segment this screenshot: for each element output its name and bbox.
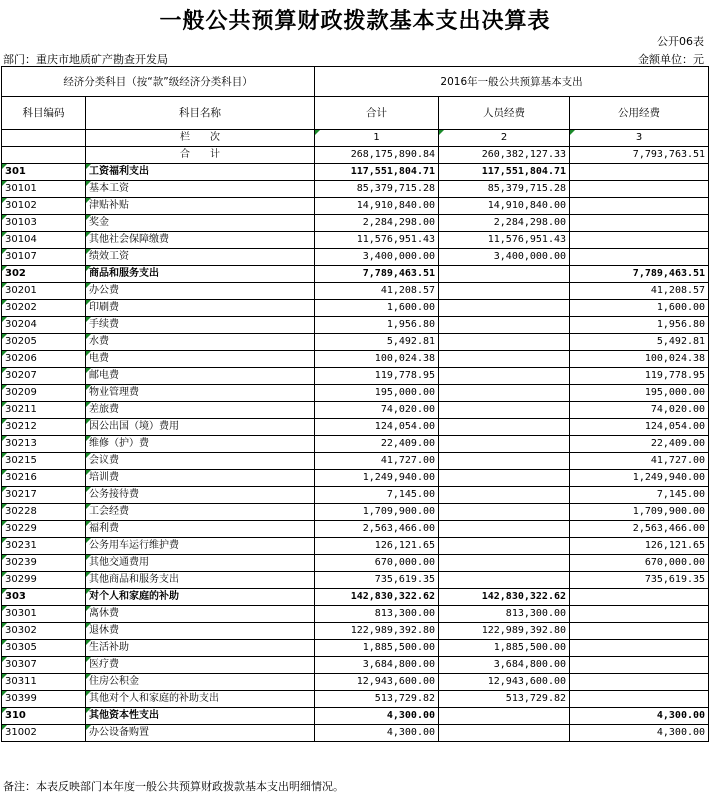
table-row [2, 623, 709, 640]
row-code: 30217 [2, 487, 86, 504]
row-name: 培训费 [86, 470, 315, 487]
row-personnel: 85,379,715.28 [439, 181, 570, 198]
table-row [2, 181, 709, 198]
row-name: 其他对个人和家庭的补助支出 [86, 691, 315, 708]
row-public: 119,778.95 [570, 368, 709, 385]
row-total: 117,551,804.71 [315, 164, 439, 181]
row-code: 30399 [2, 691, 86, 708]
table-row [2, 504, 709, 521]
column-index-1: 1 [315, 130, 439, 147]
row-code: 30301 [2, 606, 86, 623]
column-index-row [2, 130, 709, 147]
row-public [570, 657, 709, 674]
row-personnel [439, 402, 570, 419]
row-name: 离休费 [86, 606, 315, 623]
row-name: 电费 [86, 351, 315, 368]
row-code: 30206 [2, 351, 86, 368]
row-personnel [439, 351, 570, 368]
row-code: 30204 [2, 317, 86, 334]
row-public: 41,727.00 [570, 453, 709, 470]
category-row [2, 266, 709, 283]
row-public: 2,563,466.00 [570, 521, 709, 538]
table-row [2, 470, 709, 487]
table-row [2, 487, 709, 504]
row-total: 22,409.00 [315, 436, 439, 453]
row-personnel [439, 538, 570, 555]
row-code: 30215 [2, 453, 86, 470]
row-code: 30213 [2, 436, 86, 453]
row-personnel: 117,551,804.71 [439, 164, 570, 181]
row-code: 303 [2, 589, 86, 606]
row-total: 124,054.00 [315, 419, 439, 436]
row-total: 4,300.00 [315, 708, 439, 725]
row-code: 30205 [2, 334, 86, 351]
row-name: 办公费 [86, 283, 315, 300]
row-name: 其他资本性支出 [86, 708, 315, 725]
row-public: 735,619.35 [570, 572, 709, 589]
row-code: 30299 [2, 572, 86, 589]
row-total: 74,020.00 [315, 402, 439, 419]
table-row [2, 572, 709, 589]
table-row [2, 385, 709, 402]
expenditure-table [1, 66, 709, 742]
row-personnel [439, 487, 570, 504]
row-public: 1,600.00 [570, 300, 709, 317]
row-name: 医疗费 [86, 657, 315, 674]
row-total: 11,576,951.43 [315, 232, 439, 249]
row-personnel [439, 555, 570, 572]
header-row-group [2, 67, 709, 97]
row-code: 310 [2, 708, 86, 725]
row-personnel: 513,729.82 [439, 691, 570, 708]
table-row [2, 351, 709, 368]
row-total: 3,400,000.00 [315, 249, 439, 266]
row-code: 30216 [2, 470, 86, 487]
row-public: 126,121.65 [570, 538, 709, 555]
econ-class-header: 经济分类科目（按“款”级经济分类科目） [2, 67, 315, 97]
personnel-header: 人员经费 [439, 97, 570, 130]
row-public: 5,492.81 [570, 334, 709, 351]
row-total: 670,000.00 [315, 555, 439, 572]
row-name: 其他社会保障缴费 [86, 232, 315, 249]
row-personnel [439, 317, 570, 334]
row-public: 670,000.00 [570, 555, 709, 572]
row-name: 商品和服务支出 [86, 266, 315, 283]
code-header: 科目编码 [2, 97, 86, 130]
row-code: 30311 [2, 674, 86, 691]
amount-unit-label: 金额单位：元 [638, 53, 704, 66]
row-public [570, 589, 709, 606]
row-public: 100,024.38 [570, 351, 709, 368]
row-name: 工资福利支出 [86, 164, 315, 181]
row-personnel [439, 521, 570, 538]
row-total: 1,709,900.00 [315, 504, 439, 521]
table-row [2, 453, 709, 470]
row-name: 邮电费 [86, 368, 315, 385]
row-public [570, 215, 709, 232]
row-personnel: 3,400,000.00 [439, 249, 570, 266]
row-total: 3,684,800.00 [315, 657, 439, 674]
table-row [2, 402, 709, 419]
row-public: 7,789,463.51 [570, 266, 709, 283]
footnote: 备注：本表反映部门本年度一般公共预算财政拨款基本支出明细情况。 [3, 780, 344, 793]
row-personnel [439, 368, 570, 385]
column-index-label: 栏 次 [86, 130, 315, 147]
row-total: 4,300.00 [315, 725, 439, 742]
row-personnel [439, 453, 570, 470]
row-code: 30307 [2, 657, 86, 674]
row-public [570, 640, 709, 657]
row-personnel: 813,300.00 [439, 606, 570, 623]
row-personnel [439, 385, 570, 402]
page-title: 一般公共预算财政拨款基本支出决算表 [159, 9, 551, 34]
row-name: 基本工资 [86, 181, 315, 198]
column-index-2: 2 [439, 130, 570, 147]
row-code: 30305 [2, 640, 86, 657]
row-personnel [439, 470, 570, 487]
category-row [2, 164, 709, 181]
row-code: 30231 [2, 538, 86, 555]
row-total: 813,300.00 [315, 606, 439, 623]
table-row [2, 725, 709, 742]
row-code: 30212 [2, 419, 86, 436]
row-personnel [439, 708, 570, 725]
row-name: 因公出国（境）费用 [86, 419, 315, 436]
row-code: 301 [2, 164, 86, 181]
row-personnel: 1,885,500.00 [439, 640, 570, 657]
row-total: 122,989,392.80 [315, 623, 439, 640]
row-total: 85,379,715.28 [315, 181, 439, 198]
row-personnel [439, 334, 570, 351]
row-public [570, 623, 709, 640]
row-total: 513,729.82 [315, 691, 439, 708]
table-row [2, 538, 709, 555]
row-total: 142,830,322.62 [315, 589, 439, 606]
row-total: 7,789,463.51 [315, 266, 439, 283]
row-personnel: 3,684,800.00 [439, 657, 570, 674]
row-name: 公务用车运行维护费 [86, 538, 315, 555]
row-personnel [439, 436, 570, 453]
row-personnel: 122,989,392.80 [439, 623, 570, 640]
row-name: 生活补助 [86, 640, 315, 657]
row-name: 办公设备购置 [86, 725, 315, 742]
row-code: 30101 [2, 181, 86, 198]
row-personnel [439, 300, 570, 317]
category-row [2, 708, 709, 725]
row-name: 津贴补贴 [86, 198, 315, 215]
row-public [570, 606, 709, 623]
row-personnel [439, 266, 570, 283]
table-row [2, 283, 709, 300]
row-public [570, 198, 709, 215]
table-row [2, 521, 709, 538]
category-row [2, 589, 709, 606]
table-row [2, 198, 709, 215]
row-personnel [439, 572, 570, 589]
row-total: 14,910,840.00 [315, 198, 439, 215]
row-public [570, 164, 709, 181]
row-total: 100,024.38 [315, 351, 439, 368]
row-code: 30207 [2, 368, 86, 385]
row-total: 126,121.65 [315, 538, 439, 555]
table-row [2, 419, 709, 436]
row-total: 1,249,940.00 [315, 470, 439, 487]
table-row [2, 300, 709, 317]
row-name: 奖金 [86, 215, 315, 232]
row-total: 195,000.00 [315, 385, 439, 402]
row-code: 30211 [2, 402, 86, 419]
row-public: 4,300.00 [570, 708, 709, 725]
row-public [570, 249, 709, 266]
grand-total-personnel: 260,382,127.33 [439, 147, 570, 164]
row-name: 住房公积金 [86, 674, 315, 691]
row-name: 其他商品和服务支出 [86, 572, 315, 589]
row-personnel: 11,576,951.43 [439, 232, 570, 249]
row-code: 30228 [2, 504, 86, 521]
row-total: 5,492.81 [315, 334, 439, 351]
row-code: 30229 [2, 521, 86, 538]
row-total: 119,778.95 [315, 368, 439, 385]
row-name: 对个人和家庭的补助 [86, 589, 315, 606]
row-name: 工会经费 [86, 504, 315, 521]
table-row [2, 368, 709, 385]
row-personnel [439, 725, 570, 742]
row-personnel: 14,910,840.00 [439, 198, 570, 215]
row-code: 30102 [2, 198, 86, 215]
table-row [2, 606, 709, 623]
table-row [2, 691, 709, 708]
table-row [2, 640, 709, 657]
public-header: 公用经费 [570, 97, 709, 130]
row-code: 30209 [2, 385, 86, 402]
row-name: 差旅费 [86, 402, 315, 419]
grand-total-public: 7,793,763.51 [570, 147, 709, 164]
row-total: 7,145.00 [315, 487, 439, 504]
table-row [2, 674, 709, 691]
row-total: 12,943,600.00 [315, 674, 439, 691]
row-personnel [439, 504, 570, 521]
row-public: 1,956.80 [570, 317, 709, 334]
column-index-3: 3 [570, 130, 709, 147]
row-code: 30104 [2, 232, 86, 249]
row-public: 4,300.00 [570, 725, 709, 742]
row-total: 1,600.00 [315, 300, 439, 317]
row-total: 1,885,500.00 [315, 640, 439, 657]
row-public [570, 232, 709, 249]
row-personnel: 12,943,600.00 [439, 674, 570, 691]
row-personnel: 142,830,322.62 [439, 589, 570, 606]
row-code: 30103 [2, 215, 86, 232]
row-public: 7,145.00 [570, 487, 709, 504]
table-row [2, 436, 709, 453]
row-total: 41,208.57 [315, 283, 439, 300]
table-row [2, 334, 709, 351]
row-public: 74,020.00 [570, 402, 709, 419]
table-row [2, 657, 709, 674]
table-row [2, 555, 709, 572]
row-total: 735,619.35 [315, 572, 439, 589]
row-name: 维修（护）费 [86, 436, 315, 453]
row-total: 1,956.80 [315, 317, 439, 334]
table-row [2, 232, 709, 249]
row-personnel: 2,284,298.00 [439, 215, 570, 232]
row-code: 31002 [2, 725, 86, 742]
row-public [570, 181, 709, 198]
row-public [570, 691, 709, 708]
row-code: 30239 [2, 555, 86, 572]
row-total: 2,284,298.00 [315, 215, 439, 232]
row-public: 1,709,900.00 [570, 504, 709, 521]
row-name: 公务接待费 [86, 487, 315, 504]
department-label: 部门：重庆市地质矿产勘查开发局 [3, 53, 168, 66]
row-public: 1,249,940.00 [570, 470, 709, 487]
grand-total-row [2, 147, 709, 164]
row-name: 其他交通费用 [86, 555, 315, 572]
row-name: 退休费 [86, 623, 315, 640]
row-name: 绩效工资 [86, 249, 315, 266]
row-name: 印刷费 [86, 300, 315, 317]
row-public: 41,208.57 [570, 283, 709, 300]
row-code: 30302 [2, 623, 86, 640]
row-total: 41,727.00 [315, 453, 439, 470]
table-row [2, 249, 709, 266]
row-code: 30107 [2, 249, 86, 266]
form-number: 公开06表 [657, 35, 704, 48]
row-public: 195,000.00 [570, 385, 709, 402]
row-personnel [439, 283, 570, 300]
row-name: 福利费 [86, 521, 315, 538]
row-name: 水费 [86, 334, 315, 351]
table-row [2, 215, 709, 232]
row-code: 30201 [2, 283, 86, 300]
budget-group-header: 2016年一般公共预算基本支出 [315, 67, 709, 97]
grand-total-label: 合 计 [86, 147, 315, 164]
header-row-columns [2, 97, 709, 130]
total-header: 合计 [315, 97, 439, 130]
row-public: 22,409.00 [570, 436, 709, 453]
grand-total-total: 268,175,890.84 [315, 147, 439, 164]
row-name: 物业管理费 [86, 385, 315, 402]
name-header: 科目名称 [86, 97, 315, 130]
row-personnel [439, 419, 570, 436]
row-name: 会议费 [86, 453, 315, 470]
row-total: 2,563,466.00 [315, 521, 439, 538]
row-code: 302 [2, 266, 86, 283]
row-public: 124,054.00 [570, 419, 709, 436]
row-public [570, 674, 709, 691]
table-row [2, 317, 709, 334]
row-code: 30202 [2, 300, 86, 317]
row-name: 手续费 [86, 317, 315, 334]
